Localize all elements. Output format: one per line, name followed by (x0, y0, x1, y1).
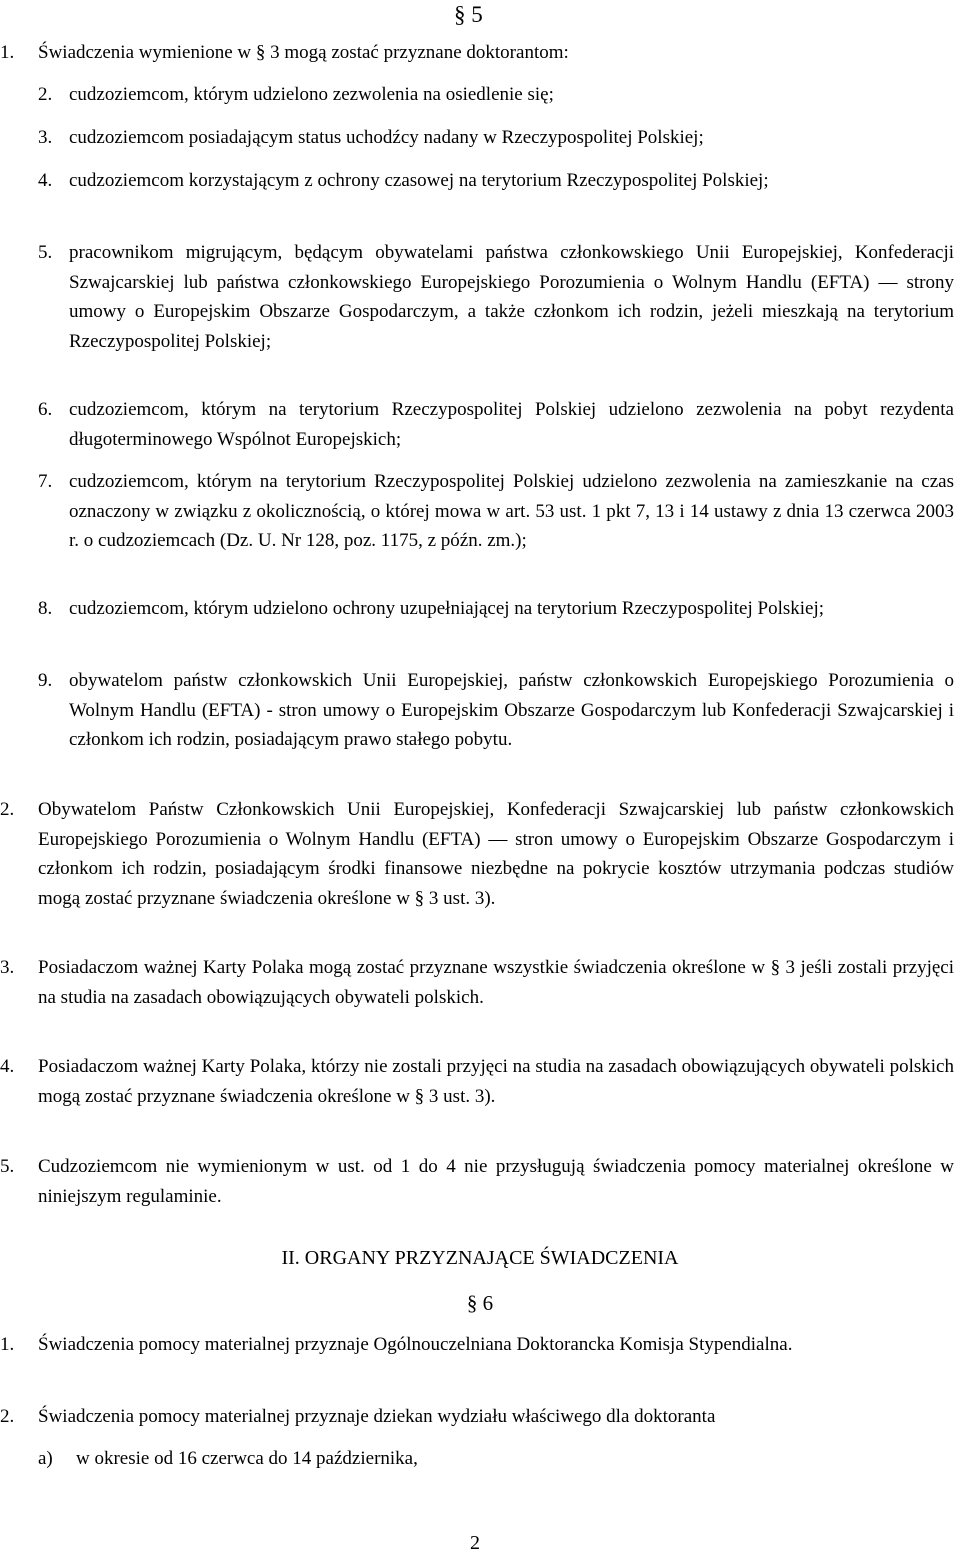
item-text: cudzoziemcom korzystającym z ochrony czasowej na terytorium Rzeczypospolitej Polskiej; (69, 170, 769, 191)
item-number: 8. (38, 598, 53, 619)
paragraph-1 (0, 38, 954, 68)
item-text: cudzoziemcom, którym na terytorium Rzeczypospolitej Polskiej udzielono zezwolenia na zamieszkanie na czas oznaczony w związku z okolicznością, o której mowa w art. 53 ust. 1 pkt 7, 13 i 14 ustawy z dnia 13 czerwca 2003 r. o cudzoziemcach (Dz. U. Nr 128, poz. 1175, z późn. zm.); (69, 471, 954, 551)
section-6-heading: § 6 (466, 1291, 494, 1315)
item-number: 5. (38, 242, 53, 263)
item-number: 3. (0, 957, 15, 978)
section-5-heading: § 5 (454, 2, 483, 27)
item-number: 4. (38, 170, 53, 191)
item-text: Posiadaczom ważnej Karty Polaka, którzy nie zostali przyjęci na studia na zasadach obowiązujących obywateli polskich mogą zostać przyznane świadczenia określone w § 3 ust. 3). (38, 1056, 954, 1107)
item-number: 2. (0, 799, 15, 820)
item-text: pracownikom migrującym, będącym obywatelami państwa członkowskiego Unii Europejskiej, Konfederacji Szwajcarskiej lub państwa członkowskiego Europejskiego Porozumienia o Wolnym Handlu (EFTA) — strony umowy o Europejskim Obszarze Gospodarczym, a także członkom ich rodzin, jeżeli mieszkają na terytorium Rzeczypospolitej Polskiej; (69, 242, 954, 352)
paragraph-5 (0, 1152, 954, 1211)
item-text: Obywatelom Państw Członkowskich Unii Europejskiej, Konfederacji Szwajcarskiej lub państw członkowskich Europejskiego Porozumienia o Wolnym Handlu (EFTA) — stron umowy o Europejskim Obszarze Gospodarczym i członkom ich rodzin, posiadającym środki finansowe niezbędne na pokrycie kosztów utrzymania podczas studiów mogą zostać przyznane świadczenia określone w § 3 ust. 3). (38, 799, 954, 909)
item-number: 2. (0, 1406, 15, 1427)
item-number: 9. (38, 670, 53, 691)
item-number: 1. (0, 42, 15, 63)
paragraph-2 (0, 795, 954, 913)
item-text: cudzoziemcom posiadającym status uchodźcy nadany w Rzeczypospolitej Polskiej; (69, 127, 704, 148)
paragraph-1 (0, 1330, 954, 1360)
item-text: cudzoziemcom, którym na terytorium Rzeczypospolitej Polskiej udzielono zezwolenia na pobyt rezydenta długoterminowego Wspólnot Europejskich; (69, 399, 954, 450)
list-item (0, 166, 954, 196)
item-text: Świadczenia pomocy materialnej przyznaje dziekan wydziału właściwego dla doktoranta (38, 1406, 716, 1427)
item-text: Świadczenia wymienione w § 3 mogą zostać przyznane doktorantom: (38, 42, 569, 63)
paragraph-3 (0, 953, 954, 1012)
item-number: 2. (38, 84, 53, 105)
list-item (0, 594, 954, 624)
item-number: 7. (38, 471, 53, 492)
paragraph-4 (0, 1052, 954, 1111)
item-number: a) (38, 1448, 53, 1469)
list-item (0, 666, 954, 755)
item-text: obywatelom państw członkowskich Unii Europejskiej, państw członkowskich Europejskiego Porozumienia o Wolnym Handlu (EFTA) - stron umowy o Europejskim Obszarze Gospodarczym lub Konfederacji Szwajcarskiej i członkom ich rodzin, posiadającym prawo stałego pobytu. (69, 670, 954, 750)
list-item (0, 467, 954, 556)
list-item (0, 123, 954, 153)
list-item (0, 395, 954, 454)
item-text: Posiadaczom ważnej Karty Polaka mogą zostać przyznane wszystkie świadczenia określone w § 3 jeśli zostali przyjęci na studia na zasadach obowiązujących obywateli polskich. (38, 957, 954, 1008)
item-number: 4. (0, 1056, 15, 1077)
item-text: cudzoziemcom, którym udzielono zezwolenia na osiedlenie się; (69, 84, 554, 105)
page-number: 2 (470, 1532, 480, 1554)
chapter-heading: II. ORGANY PRZYZNAJĄCE ŚWIADCZENIA (281, 1247, 679, 1269)
list-item (0, 80, 954, 110)
item-text: w okresie od 16 czerwca do 14 października, (76, 1448, 418, 1469)
item-number: 1. (0, 1334, 15, 1355)
item-text: Świadczenia pomocy materialnej przyznaje Ogólnouczelniana Doktorancka Komisja Stypendialna. (38, 1334, 793, 1355)
list-item (0, 238, 954, 356)
item-text: cudzoziemcom, którym udzielono ochrony uzupełniającej na terytorium Rzeczypospolitej Polskiej; (69, 598, 825, 619)
paragraph-2 (0, 1402, 954, 1432)
item-number: 3. (38, 127, 53, 148)
item-number: 5. (0, 1156, 15, 1177)
item-text: Cudzoziemcom nie wymienionym w ust. od 1 do 4 nie przysługują świadczenia pomocy materialnej określone w niniejszym regulaminie. (38, 1156, 954, 1207)
item-number: 6. (38, 399, 53, 420)
sub-item-a (38, 1444, 954, 1474)
